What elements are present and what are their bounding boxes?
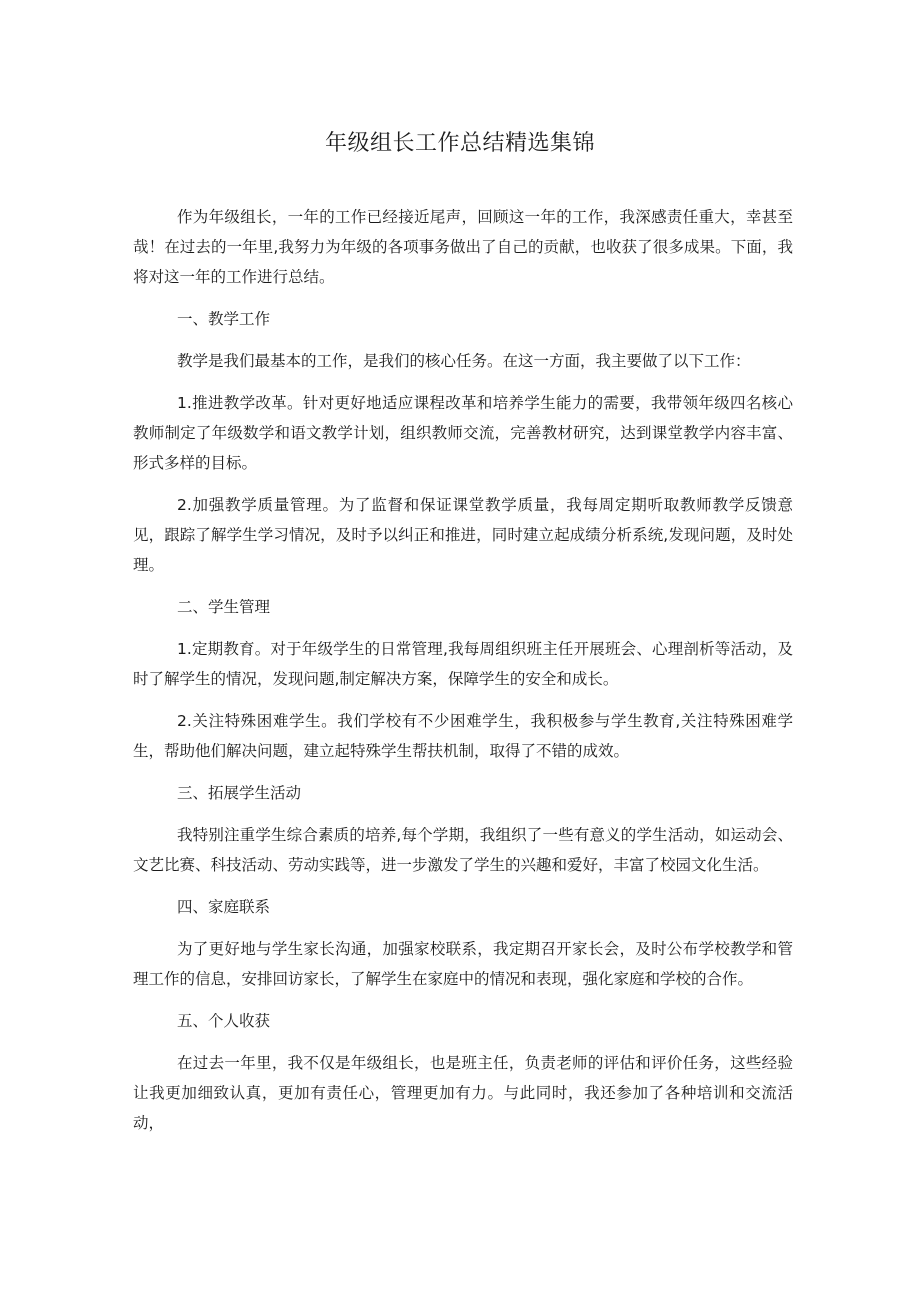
section-heading-student-activities: 三、拓展学生活动 xyxy=(177,784,302,802)
section-heading-student-management: 二、学生管理 xyxy=(177,598,271,616)
intro-paragraph: 作为年级组长，一年的工作已经接近尾声，回顾这一年的工作，我深感责任重大，幸甚至哉！在过去的一年里,我努力为年级的各项事务做出了自己的贡献，也收获了很多成果。下面，我将对这一年的工作进行总结。 xyxy=(133,208,793,286)
paragraph: 为了更好地与学生家长沟通，加强家校联系，我定期召开家长会，及时公布学校教学和管理工作的信息，安排回访家长，了解学生在家庭中的情况和表现，强化家庭和学校的合作。 xyxy=(133,940,793,988)
paragraph: 教学是我们最基本的工作，是我们的核心任务。在这一方面，我主要做了以下工作： xyxy=(177,352,751,370)
paragraph: 2.加强教学质量管理。为了监督和保证课堂教学质量，我每周定期听取教师教学反馈意见，跟踪了解学生学习情况，及时予以纠正和推进，同时建立起成绩分析系统,发现问题，及时处理。 xyxy=(133,496,793,574)
paragraph: 在过去一年里，我不仅是年级组长，也是班主任，负责老师的评估和评价任务，这些经验让我更加细致认真，更加有责任心，管理更加有力。与此同时，我还参加了各种培训和交流活动， xyxy=(133,1054,793,1132)
section-heading-family-contact: 四、家庭联系 xyxy=(177,898,271,916)
section-heading-personal-gains: 五、个人收获 xyxy=(177,1012,271,1030)
section-heading-teaching: 一、教学工作 xyxy=(177,310,271,328)
paragraph: 1.定期教育。对于年级学生的日常管理,我每周组织班主任开展班会、心理剖析等活动，及时了解学生的情况，发现问题,制定解决方案，保障学生的安全和成长。 xyxy=(133,640,793,688)
paragraph: 2.关注特殊困难学生。我们学校有不少困难学生，我积极参与学生教育,关注特殊困难学生，帮助他们解决问题，建立起特殊学生帮扶机制，取得了不错的成效。 xyxy=(133,712,793,760)
paragraph: 我特别注重学生综合素质的培养,每个学期，我组织了一些有意义的学生活动，如运动会、文艺比赛、科技活动、劳动实践等，进一步激发了学生的兴趣和爱好，丰富了校园文化生活。 xyxy=(133,826,793,874)
paragraph: 1.推进教学改革。针对更好地适应课程改革和培养学生能力的需要，我带领年级四名核心教师制定了年级数学和语文教学计划，组织教师交流，完善教材研究，达到课堂教学内容丰富、形式多样的目标。 xyxy=(133,394,793,472)
document-body xyxy=(133,202,793,1150)
document-title: 年级组长工作总结精选集锦 xyxy=(324,131,595,156)
